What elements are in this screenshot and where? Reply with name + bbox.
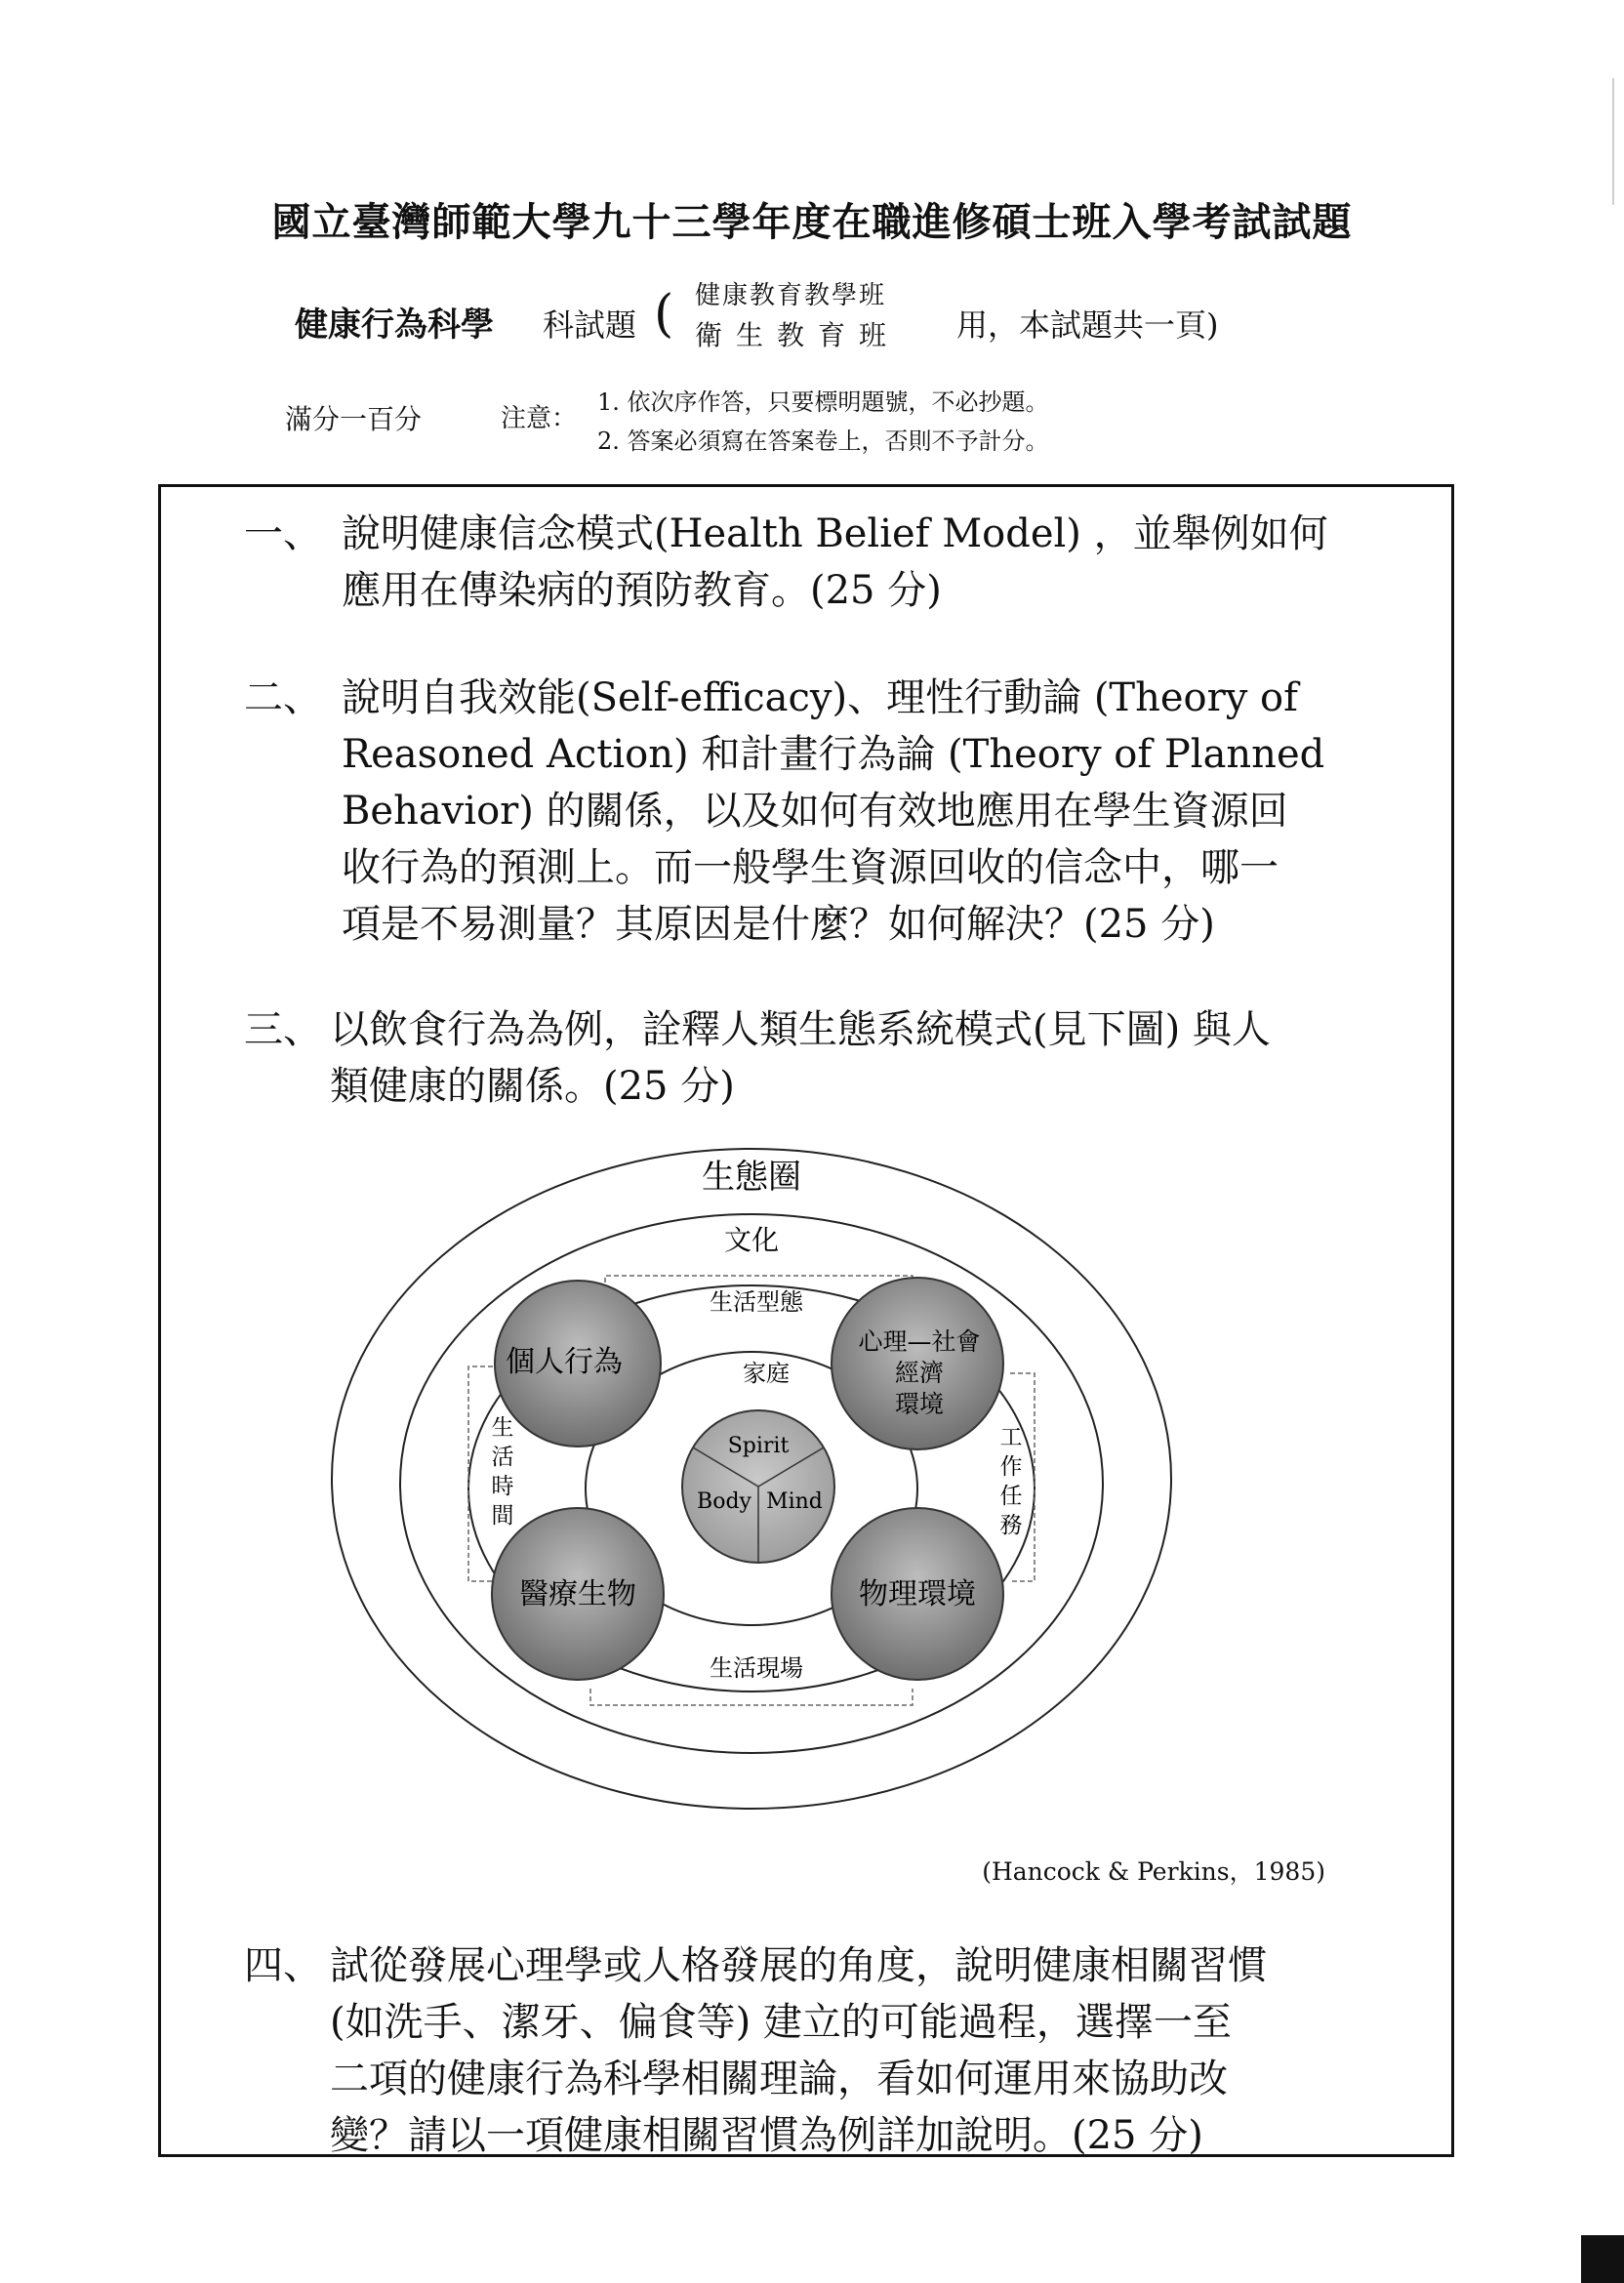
note-label: 注意： (501, 404, 578, 433)
question-number: 四、 (244, 1943, 322, 1988)
question-line: 項是不易測量？其原因是什麼？如何解決？(25 分) (342, 902, 1215, 947)
question-line: 說明自我效能(Self-efficacy)、理性行動論 (Theory of (342, 675, 1298, 720)
work-task-char-2: 作 (999, 1454, 1023, 1480)
label-family: 家庭 (743, 1360, 790, 1387)
label-spirit: Spirit (727, 1434, 790, 1458)
label-body: Body (697, 1489, 751, 1514)
label-physical-env: 物理環境 (859, 1577, 976, 1611)
exam-title: 國立臺灣師範大學九十三學年度在職進修碩士班入學考試試題 (271, 199, 1353, 245)
label-work-task (1000, 1425, 1023, 1538)
label-lifestyle: 生活型態 (710, 1288, 803, 1316)
life-time-char-2: 活 (491, 1445, 514, 1470)
note-item-2: 2. 答案必須寫在答案卷上，否則不予計分。 (597, 428, 1049, 455)
question-number: 三、 (244, 1007, 322, 1052)
class-line-2: 衛生教育班 (695, 319, 901, 351)
question-line: Behavior) 的關係，以及如何有效地應用在學生資源回 (342, 789, 1288, 834)
question-line: 以飲食行為為例，詮釋人類生態系統模式(見下圖) 與人 (330, 1007, 1271, 1052)
question-number: 二、 (244, 675, 322, 720)
label-culture: 文化 (723, 1224, 780, 1256)
corner-registration-mark (1581, 2235, 1624, 2283)
question-line: 收行為的預測上。而一般學生資源回收的信念中，哪一 (342, 845, 1279, 890)
label-psychosocial-1: 心理—社會 (858, 1327, 981, 1356)
question-line: 二項的健康行為科學相關理論，看如何運用來協助改 (330, 2057, 1228, 2101)
question-line: 類健康的關係。(25 分) (330, 1064, 735, 1109)
label-personal-behavior: 個人行為 (506, 1345, 623, 1379)
paren-open: ( (654, 285, 674, 344)
work-task-char-1: 工 (999, 1425, 1023, 1450)
scan-artifact (1612, 78, 1614, 205)
label-psychosocial-2: 經濟 (894, 1359, 945, 1387)
human-ecosystem-diagram (322, 1137, 1181, 1840)
label-psychosocial-3: 環境 (894, 1390, 945, 1418)
work-task-char-4: 務 (999, 1513, 1023, 1538)
question-line: 變？請以一項健康相關習慣為例詳加說明。(25 分) (330, 2113, 1203, 2158)
subject-suffix: 科試題 (543, 306, 637, 344)
subject-tail: 用，本試題共一頁) (956, 306, 1219, 344)
label-mind: Mind (766, 1489, 823, 1514)
label-medical-bio: 醫療生物 (519, 1577, 636, 1611)
question-line: 說明健康信念模式(Health Belief Model) ，並舉例如何 (342, 511, 1328, 556)
full-score: 滿分一百分 (285, 403, 423, 435)
life-time-char-1: 生 (491, 1415, 514, 1441)
work-task-char-3: 任 (999, 1484, 1023, 1509)
diagram-citation: (Hancock & Perkins，1985) (982, 1857, 1325, 1886)
label-life-time (492, 1415, 514, 1529)
question-line: 應用在傳染病的預防教育。(25 分) (342, 568, 942, 613)
question-line: Reasoned Action) 和計畫行為論 (Theory of Planned (342, 732, 1325, 777)
question-line: 試從發展心理學或人格發展的角度，說明健康相關習慣 (330, 1943, 1267, 1988)
class-line-1: 健康教育教學班 (695, 281, 887, 310)
life-time-char-4: 間 (491, 1503, 514, 1529)
question-number: 一、 (244, 511, 322, 556)
question-line: (如洗手、潔牙、偏食等) 建立的可能過程，選擇一至 (330, 2000, 1232, 2045)
life-time-char-3: 時 (491, 1474, 514, 1499)
label-ecosphere: 生態圈 (702, 1158, 801, 1197)
subject-name: 健康行為科學 (295, 306, 494, 345)
label-life-scene: 生活現場 (710, 1654, 803, 1682)
note-item-1: 1. 依次序作答，只要標明題號，不必抄題。 (597, 388, 1049, 416)
